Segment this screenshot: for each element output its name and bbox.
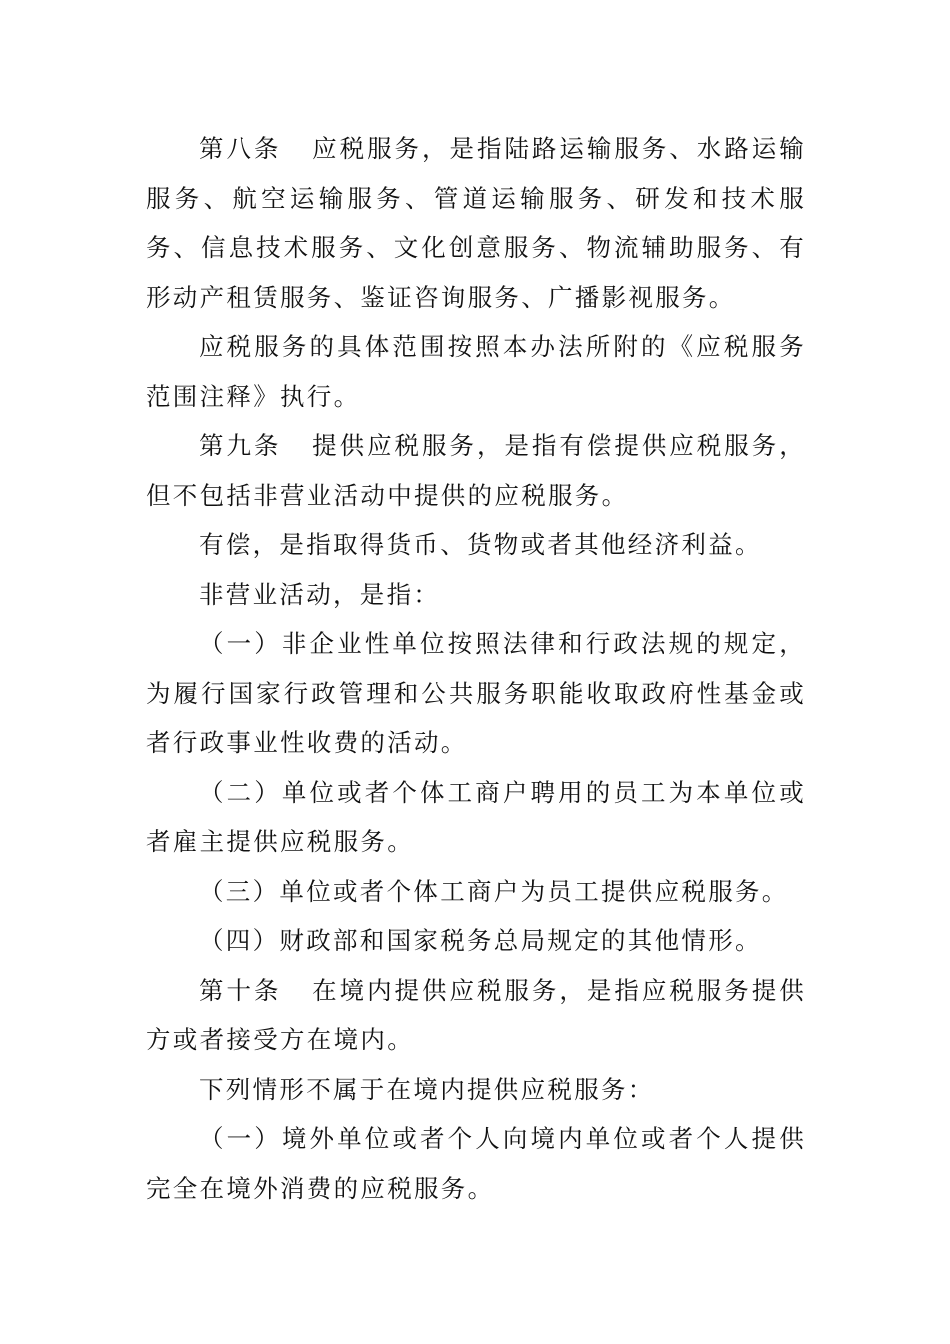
paragraph-text: 在境内提供应税服务，是指应税服务提供方或者接受方在境内。	[146, 975, 806, 1054]
list-item	[146, 619, 806, 768]
article-number: 第九条	[199, 431, 282, 460]
paragraph-article-10	[146, 966, 806, 1065]
paragraph-article-8	[146, 124, 806, 322]
paragraph-article-9	[146, 421, 806, 520]
paragraph-text: 应税服务的具体范围按照本办法所附的《应税服务范围注释》执行。	[146, 332, 806, 411]
list-item	[146, 768, 806, 867]
paragraph	[146, 520, 806, 570]
paragraph-text: （三）单位或者个体工商户为员工提供应税服务。	[199, 876, 789, 906]
paragraph-text: 提供应税服务，是指有偿提供应税服务，但不包括非营业活动中提供的应税服务。	[146, 431, 806, 510]
paragraph-text: 应税服务，是指陆路运输服务、水路运输服务、航空运输服务、管道运输服务、研发和技术服务、信息技术服务、文化创意服务、物流辅助服务、有形动产租赁服务、鉴证咨询服务、广播影视服务。	[146, 134, 806, 312]
paragraph	[146, 322, 806, 421]
paragraph	[146, 1065, 806, 1115]
paragraph-text: （一）境外单位或者个人向境内单位或者个人提供完全在境外消费的应税服务。	[146, 1124, 806, 1203]
list-item	[146, 916, 806, 966]
article-number: 第八条	[199, 134, 282, 163]
article-number: 第十条	[199, 975, 282, 1005]
document-page	[146, 124, 806, 1213]
list-item	[146, 867, 806, 917]
paragraph-text: （一）非企业性单位按照法律和行政法规的规定，为履行国家行政管理和公共服务职能收取政府性基金或者行政事业性收费的活动。	[146, 629, 806, 757]
paragraph-text: 有偿，是指取得货币、货物或者其他经济利益。	[199, 530, 762, 559]
paragraph-text: （四）财政部和国家税务总局规定的其他情形。	[199, 926, 762, 955]
paragraph-text: 非营业活动，是指：	[199, 579, 441, 609]
list-item	[146, 1114, 806, 1213]
paragraph-text: 下列情形不属于在境内提供应税服务：	[199, 1074, 655, 1104]
paragraph-text: （二）单位或者个体工商户聘用的员工为本单位或者雇主提供应税服务。	[146, 777, 806, 856]
paragraph	[146, 570, 806, 620]
